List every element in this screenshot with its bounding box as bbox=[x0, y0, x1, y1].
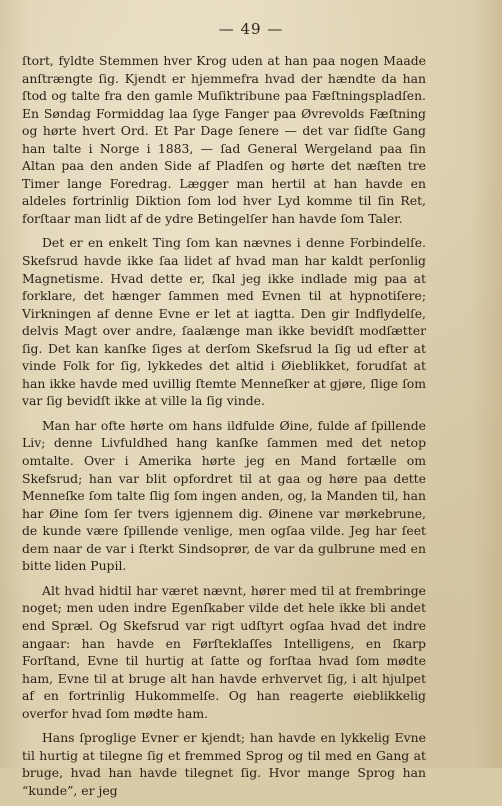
paragraph-3: Man har ofte hørte om hans ildfulde Øine, fulde af ſpillende Liv; denne Livfuldhed hang kanſke ſammen med det netop omtalte. Over i Amerika hørte jeg en Mand fortælle om Skefsrud; han var blit opfordret til at gaa og høre paa dette Menneſke ſom talte ſlig ſom ingen anden, og, la Manden til, han har Øine ſom ſer tvers igjennem dig. Øinene var mørkebrune, de kunde være ſpillende venlige, men ogſaa vilde. Jeg har ſeet dem naar de var i ſterkt Sindsoprør, de var da gulbrune med en bitte liden Pupil. bbox=[22, 417, 426, 574]
page-number: — 49 — bbox=[218, 20, 284, 38]
paragraph-4: Alt hvad hidtil har været nævnt, hører med til at frembringe noget; men uden indre Egenſkaber vilde det hele ikke bli andet end Spræl. Og Skefsrud var rigt udſtyrt ogſaa hvad det indre angaar: han havde en Førſteklaſſes Intelligens, en ſkarp Forſtand, Evne til hurtig at ſatte og forſtaa hvad ſom mødte ham, Evne til at bruge alt han havde erhvervet ſig, i alt hjulpet af en fortrinlig Hukommelſe. Og han reagerte øieblikkelig overfor hvad ſom mødte ham. bbox=[22, 582, 426, 721]
paragraph-1: ſtort, fyldte Stemmen hver Krog uden at han paa nogen Maade anſtrængte ſig. Kjendt er hjemmefra hvad der hændte da han ſtod og talte fra den gamle Muſiktribune paa Fæſtningspladſen. En Søndag Formiddag laa ſyge Fanger paa Øvrevolds Fæſtning og hørte hvert Ord. Et Par Dage ſenere — det var ſidſte Gang han talte i Norge i 1883, — ſad General Wergeland paa ſin Altan paa den anden Side af Pladſen og hørte det næſten tre Timer lange Foredrag. Lægger man hertil at han havde en aldeles fortrinlig Diktion ſom lod hver Lyd komme til ſin Ret, forſtaar man lidt af de ydre Betingelſer han havde ſom Taler. bbox=[22, 53, 426, 226]
paragraph-5: Hans ſproglige Evner er kjendt; han havde en lykkelig Evne til hurtig at tilegne ſig et fremmed Sprog og til med en Gang at bruge, hvad han havde tilegnet ſig. Hvor mange Sprog han “kunde”, er jeg bbox=[22, 730, 426, 798]
paragraph-2: Det er en enkelt Ting ſom kan nævnes i denne Forbindelſe. Skefsrud havde ikke ſaa lidet af hvad man har kaldt perſonlig Magnetisme. Hvad dette er, ſkal jeg ikke indlade mig paa at forklare, det hænger ſammen med Evnen til at hypnotiſere; Virkningen af denne Evne er let at iagtta. Den gir Indflydelſe, delvis Magt over andre, ſaalænge man ikke bevidſt modſætter ſig. Det kan kanſke ſiges at derſom Skefsrud la ſig ud efter at vinde Folk for ſig, lykkedes det altid i Øieblikket, forudſat at han ikke havde med uvillig ſtemte Menneſker at gjøre, ſlige ſom var ſig bevidſt ikke at ville la ſig vinde. bbox=[22, 235, 426, 409]
body-text bbox=[22, 52, 426, 806]
